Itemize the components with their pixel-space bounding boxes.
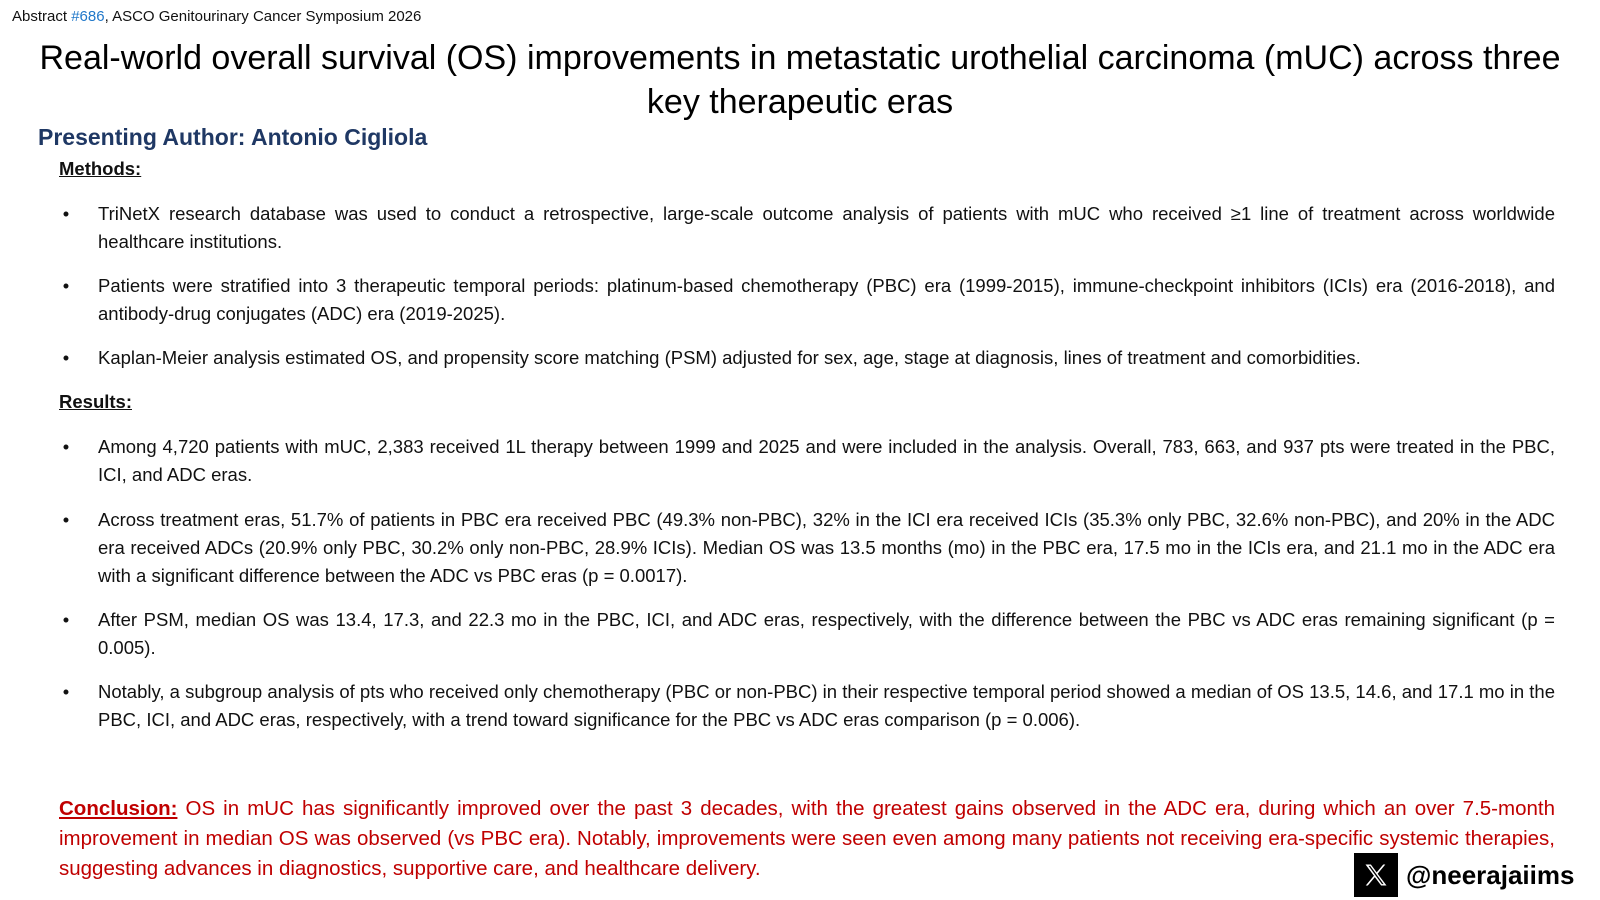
abstract-conference: , ASCO Genitourinary Cancer Symposium 2026 [104, 8, 422, 25]
bullet-dot: • [62, 681, 70, 702]
results-bullet-3 [59, 606, 1555, 662]
results-bullet-text: Notably, a subgroup analysis of pts who received only chemotherapy (PBC or non-PBC) in their respective temporal period showed a median of OS 13.5, 14.6, and 17.1 mo in the PBC, ICI, and ADC eras, respectively, with a trend toward significance for the PBC vs ADC eras comparison (p = 0.006). [98, 681, 1555, 730]
results-heading: Results: [59, 391, 132, 412]
methods-bullet-text: Patients were stratified into 3 therapeutic temporal periods: platinum-based chemotherapy (PBC) era (1999-2015), immune-checkpoint inhibitors (ICIs) era (2016-2018), and antibody-drug conjugates (ADC) era (2019-2025). [98, 275, 1555, 324]
bullet-dot: • [62, 436, 70, 457]
methods-bullet-3 [59, 344, 1555, 372]
methods-bullet-text: Kaplan-Meier analysis estimated OS, and propensity score matching (PSM) adjusted for sex, age, stage at diagnosis, lines of treatment and comorbidities. [98, 347, 1361, 368]
results-bullet-2 [59, 506, 1555, 590]
results-bullet-text: Across treatment eras, 51.7% of patients in PBC era received PBC (49.3% non-PBC), 32% in the ICI era received ICIs (35.3% only PBC, 32.6% non-PBC), and 20% in the ADC era received ADCs (20.9% only PBC, 30.2% only non-PBC, 28.9% ICIs). Median OS was 13.5 months (mo) in the PBC era, 17.5 mo in the ICIs era, and 21.1 mo in the ADC era with a significant difference between the ADC vs PBC eras (p = 0.0017). [98, 509, 1555, 586]
results-bullet-text: After PSM, median OS was 13.4, 17.3, and 22.3 mo in the PBC, ICI, and ADC eras, respectively, with the difference between the PBC vs ADC eras remaining significant (p = 0.005). [98, 609, 1555, 658]
results-bullet-4 [59, 678, 1555, 734]
conclusion-text: OS in mUC has significantly improved over the past 3 decades, with the greatest gains observed in the ADC era, during which an over 7.5-month improvement in median OS was observed (vs PBC era). Notably, improvements were seen even among many patients not receiving era-specific systemic therapies, suggesting advances in diagnostics, supportive care, and healthcare delivery. [59, 797, 1555, 880]
methods-bullet-2 [59, 272, 1555, 328]
x-logo-icon [1354, 853, 1398, 897]
social-handle-text[interactable]: @neerajaiims [1406, 859, 1575, 890]
bullet-dot: • [62, 275, 70, 296]
bullet-dot: • [62, 509, 70, 530]
methods-heading: Methods: [59, 158, 142, 179]
abstract-prefix: Abstract [12, 8, 72, 25]
methods-bullet-1 [59, 200, 1555, 256]
conclusion-label: Conclusion: [59, 797, 178, 820]
presenting-author: Presenting Author: Antonio Cigliola [38, 124, 428, 150]
results-bullet-1 [59, 433, 1555, 489]
conclusion-block [59, 794, 1555, 884]
results-bullet-text: Among 4,720 patients with mUC, 2,383 received 1L therapy between 1999 and 2025 and were included in the analysis. Overall, 783, 663, and 937 pts were treated in the PBC, ICI, and ADC eras. [98, 436, 1555, 485]
slide-title: Real-world overall survival (OS) improvements in metastatic urothelial carcinoma (mUC) across three key therapeutic eras [39, 39, 1561, 121]
abstract-reference [12, 8, 421, 25]
abstract-number-link[interactable]: #686 [71, 8, 105, 25]
social-handle[interactable] [1354, 853, 1574, 897]
bullet-dot: • [62, 347, 70, 368]
methods-bullet-text: TriNetX research database was used to conduct a retrospective, large-scale outcome analysis of patients with mUC who received ≥1 line of treatment across worldwide healthcare institutions. [98, 203, 1555, 252]
bullet-dot: • [62, 609, 70, 630]
bullet-dot: • [62, 203, 70, 224]
